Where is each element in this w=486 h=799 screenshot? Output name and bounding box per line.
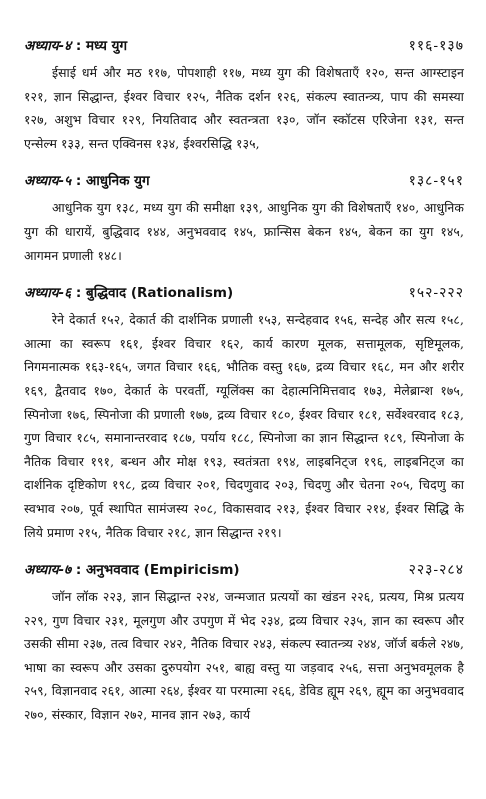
chapter-number: अध्याय-४ — [24, 38, 72, 54]
chapter-header — [24, 171, 464, 190]
chapter-heading — [24, 283, 233, 301]
chapter-header — [24, 283, 464, 302]
chapter-topics: ईसाई धर्म और मठ ११७, पोपशाही ११७, मध्य युग की विशेषताएँ १२०, सन्त आग्स्टाइन १२१, ज्ञान सिद्धान्त, ईश्वर विचार १२५, नैतिक दर्शन १२६, संकल्प स्वातन्त्र्य, पाप की समस्या १२७, अशुभ विचार १२९, नियतिवाद और स्वतन्त्रता १३०, जॉन स्कॉटस एरिजेना १३१, सन्त एन्सेल्म १३३, सन्त एक्विनस १३४, ईश्वरसिद्धि १३५, — [24, 65, 464, 151]
chapter-heading — [24, 36, 127, 54]
chapter-separator: : — [71, 173, 86, 190]
chapter-title: अनुभववाद (Empiricism) — [85, 562, 240, 579]
chapter-number: अध्याय-७ — [24, 562, 72, 579]
chapter-title: आधुनिक युग — [85, 173, 150, 190]
chapter-separator: : — [71, 285, 86, 302]
chapter-header — [24, 560, 464, 579]
chapter-topics: रेने देकार्त १५२, देकार्त की दार्शनिक प्रणाली १५३, सन्देहवाद १५६, सन्देह और सत्य १५८, आत्मा का स्वरूप १६१, ईश्वर विचार १६२, कार्य कारण मूलक, सत्तामूलक, सृष्टिमूलक, निगमनात्मक १६३-१६५, जगत विचार १६६, भौतिक वस्तु १६७, द्रव्य विचार १६८, मन और शरीर १६९, द्वैतवाद १७०, देकार्त के परवर्ती, ग्यूलिंक्स का देहात्मनिमित्तवाद १७३, मेलेब्रान्श १७५, स्पिनोजा १७६, स्पिनोजा की प्रणाली १७७, द्रव्य विचार १८०, ईश्वर विचार १८१, सर्वेश्वरवाद १८३, गुण विचार १८५, समानान्तरवाद १८७, पर्याय १८८, स्पिनोजा का ज्ञान सिद्धान्त १८९, स्पिनोजा के नैतिक विचार १९१, बन्धन और मोक्ष १९३, स्वतंत्रता १९४, लाइबनिट्ज १९६, लाइबनिट्ज का दार्शनिक दृष्टिकोण १९८, द्रव्य विचार २०१, चिदणुवाद २०३, चिदणु और चेतना २०५, चिदणु का स्वभाव २०७, पूर्व स्थापित सामंजस्य २०८, विकासवाद २१३, ईश्वर विचार २१४, ईश्वर सिद्धि के लिये प्रमाण २१५, नैतिक विचार २१८, ज्ञान सिद्धान्त २१९। — [24, 312, 464, 540]
chapter-title: मध्य युग — [85, 38, 128, 54]
chapter-page-range: २२३-२८४ — [408, 562, 464, 579]
chapter-header — [24, 36, 464, 55]
chapter-number: अध्याय-६ — [24, 285, 72, 302]
chapter-4-entry — [24, 36, 464, 155]
chapter-7-entry — [24, 560, 464, 727]
chapter-5-entry — [24, 171, 464, 267]
chapter-topics: आधुनिक युग १३८, मध्य युग की समीक्षा १३९, आधुनिक युग की विशेषताएँ १४०, आधुनिक युग की धारायें, बुद्धिवाद १४४, अनुभववाद १४५, फ्रान्सिस बेकन १४५, बेकन का युग १४५, आगमन प्रणाली १४८। — [24, 200, 464, 263]
chapter-title: बुद्धिवाद (Rationalism) — [85, 285, 234, 302]
chapter-heading — [24, 560, 240, 578]
chapter-6-entry — [24, 283, 464, 544]
chapter-page-range: १३८-१५१ — [408, 173, 464, 190]
chapter-page-range: १५२-२२२ — [408, 285, 464, 302]
chapter-page-range: ११६-१३७ — [408, 38, 464, 54]
chapter-number: अध्याय-५ — [24, 173, 72, 190]
table-of-contents-page — [24, 36, 464, 743]
chapter-separator: : — [71, 38, 86, 54]
chapter-heading — [24, 171, 150, 189]
chapter-separator: : — [71, 562, 86, 579]
chapter-topics: जॉन लॉक २२३, ज्ञान सिद्धान्त २२४, जन्मजात प्रत्ययों का खंडन २२६, प्रत्यय, मिश्र प्रत्यय २२९, गुण विचार २३१, मूलगुण और उपगुण में भेद २३४, द्रव्य विचार २३५, ज्ञान का स्वरूप और उसकी सीमा २३७, तत्व विचार २४२, नैतिक विचार २४३, संकल्प स्वातन्त्र्य २४४, जॉर्ज बर्कले २४७, भाषा का स्वरूप और उसका दुरुपयोग २५१, बाह्य वस्तु या जड़वाद २५६, सत्ता अनुभवमूलक है २५९, विज्ञानवाद २६१, आत्मा २६४, ईश्वर या परमात्मा २६६, डेविड ह्यूम २६९, ह्यूम का अनुभववाद २७०, संस्कार, विज्ञान २७२, मानव ज्ञान २७३, कार्य — [24, 589, 464, 723]
